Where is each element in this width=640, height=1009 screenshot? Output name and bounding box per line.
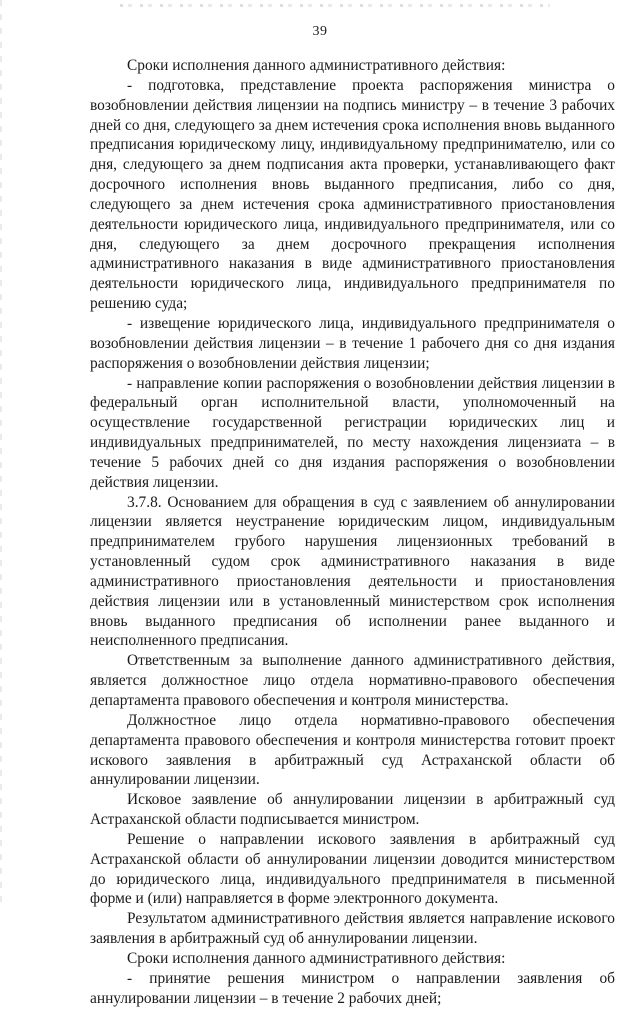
- paragraph-notification: - извещение юридического лица, индивидуального предпринимателя о возобновлении действия лицензии – в течение 1 рабочего дня со дня издания распоряжения о возобновлении действия лицензии;: [90, 314, 615, 372]
- paragraph-deadlines-heading: Сроки исполнения данного административного действия:: [127, 57, 506, 74]
- paragraph-result: Результатом административного действия является направление искового заявления в арбитражный суд об аннулировании лицензии.: [90, 910, 615, 948]
- paragraph-decision: Решение о направлении искового заявления в арбитражный суд Астраханской области об аннулировании лицензии доводится министерством до юридического лица, индивидуального предпринимателя в письменной форме и (или) направляется в форме электронного документа.: [90, 830, 615, 908]
- paragraph-preparation: - подготовка, представление проекта распоряжения министра о возобновлении действия лицензии на подпись министру – в течение 3 рабочих дней со дня, следующего за днем истечения срока исполнения вновь выданного предписания юридическому лицу, индивидуальному предпринимателю, или со дня, следующего за днем подписания акта проверки, устанавливающего факт досрочного исполнения вновь выданного предписания, либо со дня, следующего за днем истечения срока административного приостановления деятельности юридического лица, индивидуального предпринимателя, или со дня, следующего за днем досрочного прекращения исполнения административного наказания в виде административного приостановления деятельности юридического лица, индивидуального предпринимателя по решению суда;: [90, 76, 615, 313]
- paragraph-official-prepares: Должностное лицо отдела нормативно-правового обеспечения департамента правового обеспечения и контроля министерства готовит проект искового заявления в арбитражный суд Астраханской области об аннулировании лицензии.: [90, 711, 615, 789]
- paragraph-claim-signed: Исковое заявление об аннулировании лицензии в арбитражный суд Астраханской области подписывается министром.: [90, 791, 615, 829]
- scan-edge: [0, 0, 2, 905]
- page-number: 39: [312, 24, 328, 39]
- document-body: [90, 56, 615, 1009]
- paragraph-3-7-8: 3.7.8. Основанием для обращения в суд с заявлением об аннулировании лицензии является неустранение юридическим лицом, индивидуальным предпринимателем грубого нарушения лицензионных требований в установленный судом срок административного наказания в виде административного приостановления деятельности и приостановления действия лицензии или в установленный министерством срок исполнения вновь выданного предписания об исполнении ранее выданного и неисполненного предписания.: [90, 493, 615, 650]
- paragraph-minister-decision: - принятие решения министром о направлении заявления об аннулировании лицензии – в течение 2 рабочих дней;: [90, 969, 615, 1007]
- paragraph-responsible: Ответственным за выполнение данного административного действия, является должностное лицо отдела нормативно-правового обеспечения департамента правового обеспечения и контроля министерства.: [90, 652, 615, 709]
- paragraph-copy-direction: - направление копии распоряжения о возобновлении действия лицензии в федеральный орган исполнительной власти, уполномоченный на осуществление государственной регистрации юридических лиц и индивидуальных предпринимателей, по месту нахождения лицензиата – в течение 5 рабочих дней со дня издания распоряжения о возобновлении действия лицензии.: [90, 374, 615, 491]
- paragraph-deadlines-heading-2: Сроки исполнения данного административного действия:: [127, 949, 506, 967]
- scan-artifact: [120, 4, 550, 7]
